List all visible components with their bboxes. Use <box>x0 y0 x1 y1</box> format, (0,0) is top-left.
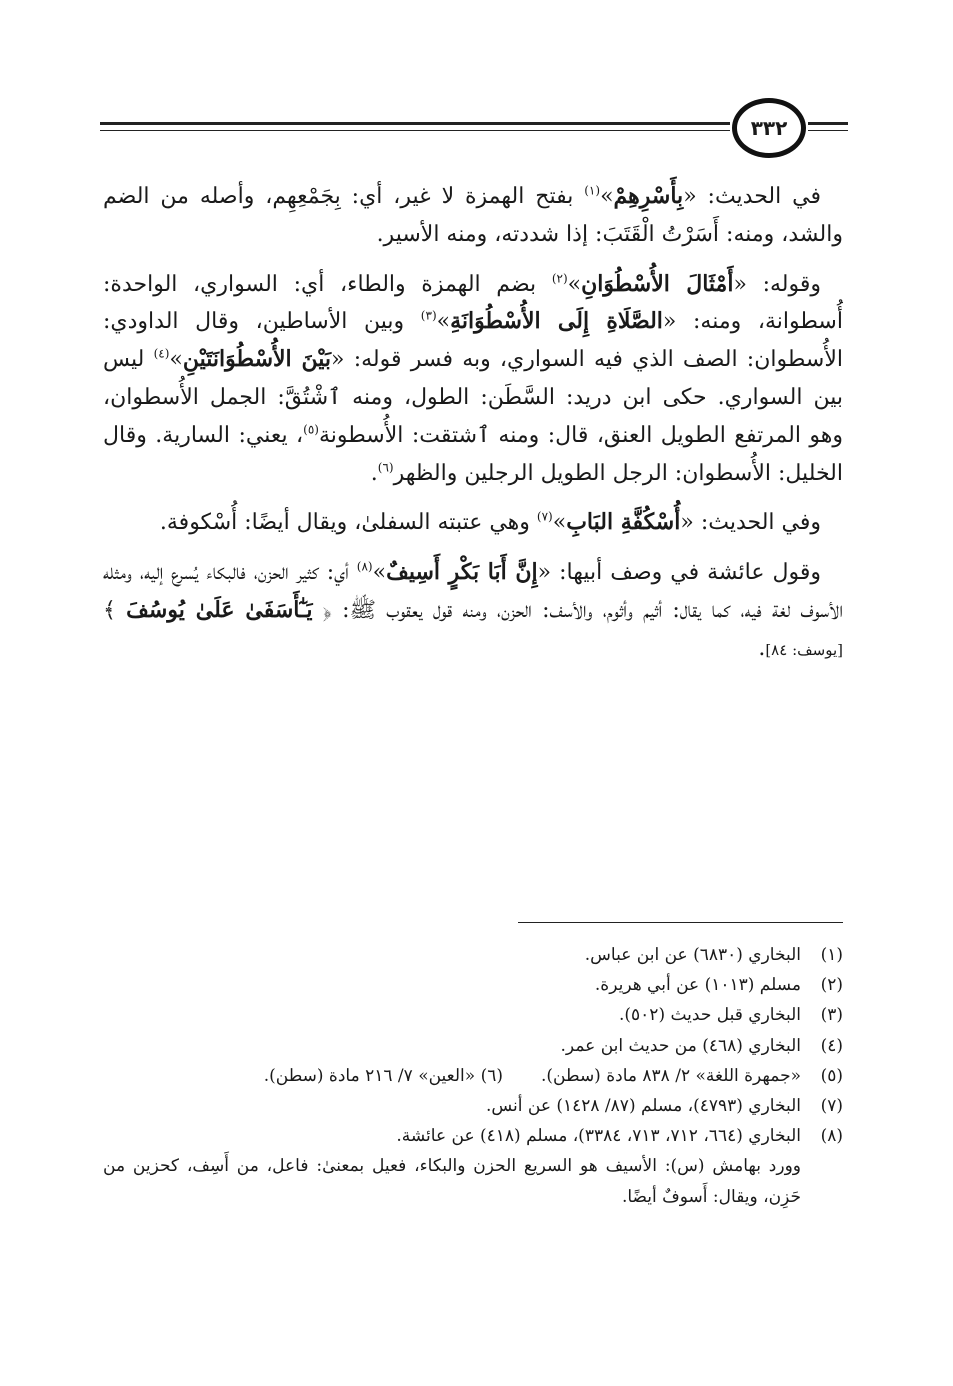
footnote-text <box>103 1061 801 1091</box>
paragraph <box>103 266 843 493</box>
paragraph <box>103 554 843 669</box>
text-run: بفتح الهمزة لا غير، أي: بِجَمْعِهِم، وأصله من الضم والشد، ومنه: أَسَرْتُ الْقَتَبَ: إذا شددته، ومنه الأسير. <box>103 184 843 247</box>
footnote-number: (٦) <box>480 1065 504 1086</box>
footnote-number: (٣) <box>820 1005 843 1026</box>
footnote-ref: (٧) <box>536 510 553 525</box>
footnote-text-run: مسلم (١٠١٣) عن أبي هريرة. <box>594 975 801 996</box>
header-rule <box>808 122 848 125</box>
text-run: وبين الأساطين، وقال الداودي: الأُسطوان: الصف الذي فيه السواري، وبه فسر قوله: « <box>103 309 843 373</box>
header-rule <box>100 130 730 131</box>
footnote-text <box>103 1091 801 1121</box>
footnote-ref: (٦) <box>377 460 394 475</box>
footnote-text-run: «جمهرة اللغة» ٢/ ٨٣٨ مادة (سطن). <box>541 1065 801 1086</box>
footnote-text-run: البخاري قبل حديث (٥٠٢). <box>619 1005 801 1026</box>
footnote <box>103 1091 843 1121</box>
text-run: » <box>372 560 387 586</box>
footnote <box>103 1121 843 1151</box>
footnote-text-run: «العين» ٧/ ٢١٦ مادة (سطن). <box>263 1065 476 1086</box>
footnotes <box>103 940 843 1212</box>
footnote-divider <box>518 922 843 923</box>
header-rule <box>808 130 848 131</box>
footnote-text <box>103 1031 801 1061</box>
footnote-text <box>103 1121 801 1151</box>
footnote-ref: (٢) <box>551 271 568 286</box>
footnote-number: (٨) <box>820 1126 843 1147</box>
footnote <box>103 970 843 1000</box>
footnote-number: (٤) <box>820 1035 843 1056</box>
quoted-term: يَـٰٓأَسَفَىٰ عَلَىٰ يُوسُفَ <box>126 596 313 623</box>
text-run: وفي الحديث: « <box>680 510 821 536</box>
footnote <box>103 940 843 970</box>
quoted-term: أَمْثَالَ الأُسْطُوَانِ <box>581 270 734 297</box>
verse-reference: [يوسف: ٨٤] <box>765 640 843 659</box>
text-run: . <box>370 460 378 486</box>
quoted-term: بَيْنَ الأُسْطُوَانَتَيْنِ <box>182 346 332 373</box>
footnote-number: (٧) <box>820 1096 843 1117</box>
footnote-text-run: البخاري (٦٨٣٠) عن ابن عباس. <box>584 945 801 965</box>
text-run: ، يعني: السارية. وقال الخليل: الأُسطوان: الرجل الطويل الرجلين والظهر <box>103 422 843 486</box>
text-run: » <box>600 184 614 209</box>
footnote <box>103 1031 843 1061</box>
footnote <box>103 1061 843 1091</box>
footnote-text-run: البخاري (٤٦٨) من حديث ابن عمر. <box>560 1035 801 1056</box>
footnote-number: (١) <box>820 945 843 965</box>
text-run: أي: كثير الحزن، فالبكاء يُسرع إليه، ومثله الأسوف لغة فيه، كما يقال: أثيم وأثوم، والأسف: الحزن، ومنه قول يعقوب ﷺ: ﴿ <box>103 560 843 623</box>
footnote-ref: (١) <box>584 183 601 198</box>
quoted-term: الصَّلَاةِ إِلَى الأُسْطُوَانَةِ <box>450 308 663 335</box>
footnote-text <box>103 1000 801 1030</box>
header-rule <box>100 122 730 125</box>
text-run: » <box>567 271 582 297</box>
quoted-term: أُسْكُفَّةِ البَابِ <box>566 509 681 536</box>
main-text <box>103 178 843 670</box>
footnote-ref: (٣) <box>420 309 437 324</box>
paragraph <box>103 504 843 542</box>
quoted-term: بِأَسْرِهِمْ <box>613 183 684 209</box>
footnote-text <box>103 970 801 1000</box>
footnote <box>103 1000 843 1030</box>
footnote-number: (٢) <box>820 975 843 996</box>
footnote-continuation: وورد بهامش (س): الأسيف هو السريع الحزن والبكاء، فعيل بمعنىٰ: فاعل، من أَسِف، كحزين من حَزِن، ويقال: أَسوفٌ أيضًا. <box>103 1156 801 1207</box>
text-run: » <box>552 510 567 536</box>
text-run: بضم الهمزة والطاء، أي: السواري، الواحدة: أُسطوانة، ومنه: « <box>103 271 843 335</box>
page-number: ٣٣٢ <box>732 98 806 158</box>
page-header <box>100 92 845 172</box>
text-run: . <box>758 635 766 661</box>
paragraph <box>103 178 843 254</box>
footnote-text-run: البخاري (٦٦٤، ٧١٢، ٧١٣، ٣٣٨٤)، مسلم (٤١٨) عن عائشة. <box>396 1126 801 1147</box>
footnote-ref: (٨) <box>356 559 373 574</box>
quoted-term: إِنَّ أَبَا بَكْرٍ أَسِيفٌ <box>386 559 538 586</box>
text-run: وقول عائشة في وصف أبيها: « <box>537 560 821 586</box>
text-run: وقوله: « <box>733 271 822 297</box>
footnote-ref: (٤) <box>153 346 170 361</box>
footnote-text <box>103 940 801 970</box>
footnote-text-run: البخاري (٤٧٩٣)، مسلم (٨٧/ ١٤٢٨) عن أنس. <box>485 1096 801 1117</box>
text-run: » <box>169 347 183 373</box>
text-run: ليس بين السواري. حكى ابن دريد: السَّطَن: الطول، ومنه ٱشْتُقَّ: الجمل الأُسطوان، وهو المرتفع الطويل العنق، قال: ومنه ٱشتقت: الأُسطونة <box>103 347 843 448</box>
text-run: في الحديث: « <box>683 184 821 209</box>
footnote-number: (٥) <box>820 1065 843 1086</box>
text-run: » <box>436 309 451 335</box>
text-run: ﴾ <box>103 597 127 623</box>
footnote-ref: (٥) <box>303 422 319 437</box>
text-run: وهي عتبته السفلىٰ، ويقال أيضًا: أُسْكوفة. <box>159 510 537 536</box>
